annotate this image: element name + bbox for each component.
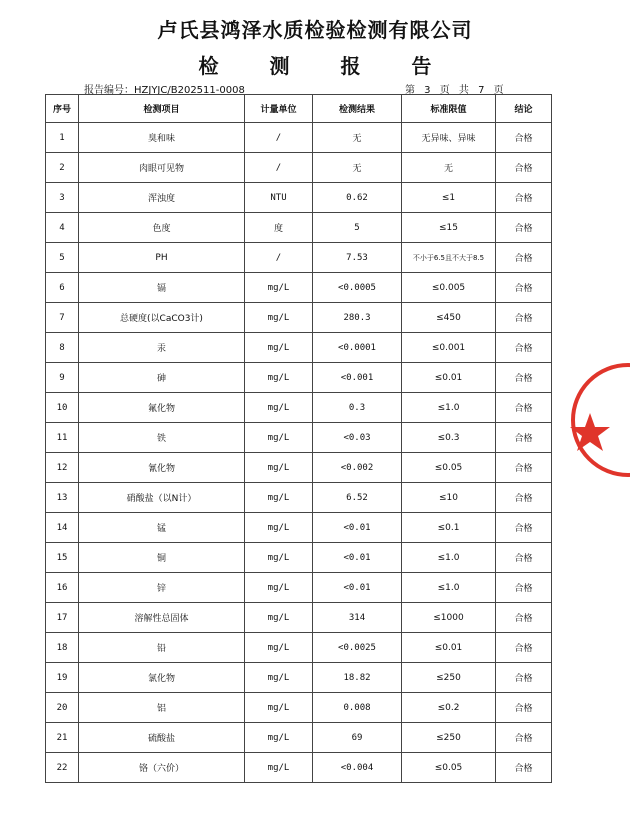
row-number: 4 [46,213,79,243]
test-result: <0.03 [313,423,402,453]
table-row [46,363,552,393]
table-row [46,153,552,183]
test-result: 0.3 [313,393,402,423]
table-row [46,483,552,513]
column-header-seq: 序号 [46,95,79,123]
standard-limit: ≤10 [402,483,496,513]
test-item: 溶解性总固体 [79,603,245,633]
test-result: <0.01 [313,513,402,543]
test-result: 18.82 [313,663,402,693]
test-item: 砷 [79,363,245,393]
test-result: <0.01 [313,543,402,573]
conclusion: 合格 [496,423,552,453]
unit: 度 [245,213,313,243]
unit: mg/L [245,663,313,693]
test-result: <0.0025 [313,633,402,663]
test-item: 镉 [79,273,245,303]
standard-limit: ≤0.2 [402,693,496,723]
standard-limit: ≤0.01 [402,363,496,393]
conclusion: 合格 [496,213,552,243]
standard-limit: ≤0.05 [402,753,496,783]
unit: / [245,243,313,273]
company-name: 卢氏县鸿泽水质检验检测有限公司 [157,18,473,42]
row-number: 9 [46,363,79,393]
standard-limit: ≤0.001 [402,333,496,363]
conclusion: 合格 [496,243,552,273]
standard-limit: ≤0.01 [402,633,496,663]
page-indicator: 第 3 页 共 7 页 [405,85,504,96]
test-item: 臭和味 [79,123,245,153]
results-table [45,94,552,783]
test-item: 氯化物 [79,663,245,693]
test-result: 无 [313,153,402,183]
unit: mg/L [245,573,313,603]
test-result: 0.008 [313,693,402,723]
standard-limit: 无 [402,153,496,183]
standard-limit: 无异味、异味 [402,123,496,153]
table-row [46,753,552,783]
standard-limit: ≤0.05 [402,453,496,483]
table-row [46,423,552,453]
conclusion: 合格 [496,393,552,423]
test-result: 69 [313,723,402,753]
column-header-item: 检测项目 [79,95,245,123]
standard-limit: ≤0.1 [402,513,496,543]
test-item: 锰 [79,513,245,543]
row-number: 1 [46,123,79,153]
conclusion: 合格 [496,483,552,513]
conclusion: 合格 [496,543,552,573]
table-row [46,573,552,603]
table-row [46,663,552,693]
test-result: <0.0005 [313,273,402,303]
table-row [46,183,552,213]
test-item: 氰化物 [79,453,245,483]
conclusion: 合格 [496,303,552,333]
table-row [46,333,552,363]
row-number: 15 [46,543,79,573]
row-number: 2 [46,153,79,183]
conclusion: 合格 [496,123,552,153]
test-item: 铁 [79,423,245,453]
table-row [46,693,552,723]
conclusion: 合格 [496,693,552,723]
test-result: 无 [313,123,402,153]
table-header-row [46,95,552,123]
standard-limit: ≤1.0 [402,393,496,423]
standard-limit: ≤1000 [402,603,496,633]
unit: mg/L [245,393,313,423]
test-item: 锌 [79,573,245,603]
test-result: <0.002 [313,453,402,483]
conclusion: 合格 [496,453,552,483]
conclusion: 合格 [496,753,552,783]
test-item: 浑浊度 [79,183,245,213]
seal-ring [573,365,630,475]
conclusion: 合格 [496,603,552,633]
unit: mg/L [245,273,313,303]
test-result: <0.01 [313,573,402,603]
row-number: 7 [46,303,79,333]
table-row [46,243,552,273]
company-seal [566,355,630,485]
test-result: <0.004 [313,753,402,783]
test-item: 铅 [79,633,245,663]
conclusion: 合格 [496,153,552,183]
conclusion: 合格 [496,273,552,303]
conclusion: 合格 [496,363,552,393]
row-number: 18 [46,633,79,663]
standard-limit: ≤1.0 [402,543,496,573]
row-number: 8 [46,333,79,363]
unit: / [245,123,313,153]
conclusion: 合格 [496,723,552,753]
row-number: 21 [46,723,79,753]
test-result: <0.001 [313,363,402,393]
table-row [46,603,552,633]
standard-limit: 不小于6.5且不大于8.5 [402,243,496,273]
standard-limit: ≤250 [402,723,496,753]
unit: mg/L [245,363,313,393]
table-row [46,723,552,753]
table-row [46,273,552,303]
test-item: 总硬度(以CaCO3计) [79,303,245,333]
unit: mg/L [245,423,313,453]
row-number: 5 [46,243,79,273]
test-item: PH [79,243,245,273]
unit: mg/L [245,303,313,333]
test-item: 硫酸盐 [79,723,245,753]
test-item: 肉眼可见物 [79,153,245,183]
standard-limit: ≤0.3 [402,423,496,453]
table-row [46,543,552,573]
conclusion: 合格 [496,633,552,663]
row-number: 19 [46,663,79,693]
conclusion: 合格 [496,183,552,213]
standard-limit: ≤15 [402,213,496,243]
unit: mg/L [245,693,313,723]
table-row [46,303,552,333]
row-number: 10 [46,393,79,423]
unit: mg/L [245,543,313,573]
row-number: 14 [46,513,79,543]
table-row [46,393,552,423]
row-number: 20 [46,693,79,723]
test-result: 6.52 [313,483,402,513]
test-result: 280.3 [313,303,402,333]
test-item: 色度 [79,213,245,243]
standard-limit: ≤1.0 [402,573,496,603]
standard-limit: ≤0.005 [402,273,496,303]
test-result: 0.62 [313,183,402,213]
test-result: 7.53 [313,243,402,273]
conclusion: 合格 [496,333,552,363]
unit: mg/L [245,723,313,753]
table-row [46,123,552,153]
unit: mg/L [245,333,313,363]
unit: mg/L [245,753,313,783]
column-header-conclusion: 结论 [496,95,552,123]
report-title: 检 测 报 告 [198,54,454,78]
table-row [46,633,552,663]
column-header-result: 检测结果 [313,95,402,123]
test-result: <0.0001 [313,333,402,363]
test-item: 硝酸盐（以N计） [79,483,245,513]
unit: mg/L [245,513,313,543]
standard-limit: ≤250 [402,663,496,693]
conclusion: 合格 [496,513,552,543]
test-result: 314 [313,603,402,633]
unit: mg/L [245,633,313,663]
report-number-value: HZJYJC/B202511-0008 [134,85,245,96]
row-number: 3 [46,183,79,213]
conclusion: 合格 [496,663,552,693]
row-number: 12 [46,453,79,483]
table-row [46,213,552,243]
row-number: 16 [46,573,79,603]
table-row [46,453,552,483]
row-number: 6 [46,273,79,303]
standard-limit: ≤1 [402,183,496,213]
row-number: 13 [46,483,79,513]
unit: mg/L [245,603,313,633]
unit: mg/L [245,483,313,513]
test-item: 氟化物 [79,393,245,423]
unit: NTU [245,183,313,213]
test-item: 汞 [79,333,245,363]
unit: / [245,153,313,183]
row-number: 11 [46,423,79,453]
test-item: 铜 [79,543,245,573]
row-number: 17 [46,603,79,633]
test-item: 铬（六价） [79,753,245,783]
report-number-label: 报告编号： [84,85,134,96]
test-result: 5 [313,213,402,243]
standard-limit: ≤450 [402,303,496,333]
column-header-limit: 标准限值 [402,95,496,123]
unit: mg/L [245,453,313,483]
column-header-unit: 计量单位 [245,95,313,123]
conclusion: 合格 [496,573,552,603]
test-item: 铝 [79,693,245,723]
table-row [46,513,552,543]
row-number: 22 [46,753,79,783]
